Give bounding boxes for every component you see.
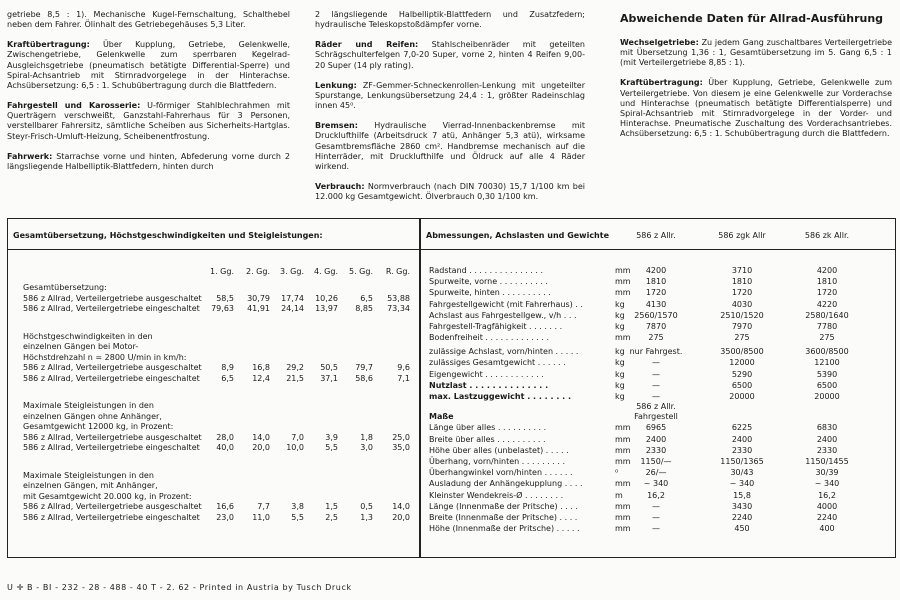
row-value: 1,5 [325, 502, 338, 511]
row-value: 275 [819, 333, 835, 343]
group-heading-text: einzelnen Gängen, mit Anhänger, [23, 481, 158, 490]
row-unit: mm [615, 479, 631, 489]
row-value: 7970 [731, 322, 753, 331]
group-heading [23, 481, 413, 491]
gear-column-header: 4. Gg. [314, 267, 338, 276]
row-value: 4000 [816, 501, 838, 511]
row-value: 26/— [645, 468, 667, 478]
text-column-1 [7, 10, 290, 182]
row-value: 6,5 [221, 373, 234, 383]
row-label: Überhangwinkel vorn/hinten . . . . . . [429, 468, 573, 478]
row-value: 3430 [731, 501, 753, 511]
row-value: 12,4 [252, 373, 270, 383]
row-value: 30/43 [730, 468, 754, 478]
spec-tables [7, 218, 896, 558]
table-row [429, 322, 894, 332]
row-label: Überhang, vorn/hinten . . . . . . . . . [429, 457, 566, 466]
row-label: Breite (Innenmaße der Pritsche) . . . . [429, 513, 578, 522]
group-heading-text: Höchstdrehzahl n = 2800 U/min in km/h: [23, 352, 187, 362]
row-unit: mm [615, 501, 631, 511]
row-value: 6,5 [360, 293, 373, 303]
table-row [429, 300, 894, 310]
dim-column-header: 586 zk Allr. [804, 231, 850, 240]
row-value: — [652, 358, 660, 368]
row-value: 73,34 [387, 304, 410, 313]
gear-column-header: 1. Gg. [210, 267, 234, 276]
row-unit: mm [615, 434, 631, 444]
row-value: 2580/1640 [805, 310, 849, 320]
row-value: 6500 [816, 380, 838, 390]
row-label: Bodenfreiheit . . . . . . . . . . . . . [429, 333, 549, 343]
row-value: 4200 [816, 266, 838, 275]
gear-column-header: 2. Gg. [246, 267, 270, 276]
row-value: 7,1 [397, 373, 410, 383]
group-heading-text: Maximale Steigleistungen in den [23, 401, 154, 410]
gear-column-header: R. Gg. [385, 267, 410, 276]
row-value: 2400 [645, 434, 667, 444]
table-row [429, 358, 894, 368]
dimensions-table [423, 219, 897, 557]
row-value: 7,7 [257, 502, 270, 511]
row-unit: kg [615, 380, 625, 390]
row-value: 41,91 [247, 304, 270, 313]
row-value: 4130 [645, 299, 667, 309]
paragraph: Kraftübertragung: Über Kupplung, Getriebe, Gelenkwelle zum Verteilergetriebe. Von diesem je eine Gelenkwelle zur Vorderachse und Hinterachse (pneumatisch betätigte Differentialsperre) und Spiral-Achsantrieb mit Stirnradvorgelege in der Vorder- und Hinterachse. Pneumatische Zuschaltung des Vorderachsantriebes. Achsübersetzung: 6,5 : 1. Schubübertragung durch die Blattfedern. [620, 78, 892, 139]
row-value: — [652, 392, 660, 401]
row-value: 24,14 [281, 304, 304, 313]
row-value: 16,2 [647, 490, 665, 500]
table-row [429, 457, 894, 467]
row-unit: kg [615, 347, 625, 357]
table-row [429, 423, 894, 433]
row-value: Fahrgestell [634, 412, 678, 422]
row-value: 12000 [729, 358, 755, 368]
row-value: 275 [648, 333, 664, 343]
table-row [23, 374, 413, 384]
row-value: 4200 [645, 266, 667, 275]
table-row [23, 363, 413, 373]
row-value: 6830 [816, 423, 838, 433]
row-label: Länge (Innenmaße der Pritsche) . . . . [429, 501, 578, 511]
row-value: 1810 [816, 277, 838, 287]
row-value: 20,0 [392, 512, 410, 522]
row-value: 1150/1455 [805, 457, 849, 466]
row-value: 79,63 [211, 304, 234, 313]
row-unit: kg [615, 392, 625, 401]
row-value: 8,9 [221, 363, 234, 372]
row-value: 3500/8500 [720, 347, 764, 357]
left-table-title: Gesamtübersetzung, Höchstgeschwindigkeiten und Steigleistungen: [13, 231, 323, 240]
row-unit: mm [615, 288, 631, 298]
row-value: 7870 [645, 322, 667, 331]
table-row [23, 433, 413, 443]
row-value: 20000 [729, 392, 755, 401]
dim-column-header: 586 zgk Allr [718, 231, 766, 240]
row-label: 586 z Allrad, Verteilergetriebe ausgeschaltet [23, 432, 202, 442]
row-value: 16,2 [818, 490, 836, 500]
row-value: 58,5 [216, 293, 234, 303]
paragraph: Wechselgetriebe: Zu jedem Gang zuschaltbares Verteilergetriebe mit Übersetzung 1,36 : 1, Gesamtübersetzung im 5. Gang 6,5 : 1 (mit Verteilergetriebe 8,85 : 1). [620, 37, 892, 68]
row-value: — [652, 380, 660, 390]
row-value: 4220 [816, 299, 838, 309]
group-heading-text: Höchstgeschwindigkeiten in den [23, 331, 153, 341]
row-value: — [652, 501, 660, 511]
row-value: 2240 [816, 513, 838, 522]
row-unit: ⁰ [615, 468, 619, 478]
group-heading-text: einzelnen Gängen ohne Anhänger, [23, 411, 162, 421]
row-value: 50,5 [320, 363, 338, 372]
row-value: — [652, 513, 660, 522]
row-label: zulässiges Gesamtgewicht . . . . . . [429, 358, 566, 368]
paragraph: Verbrauch: Normverbrauch (nach DIN 70030) 15,7 1/100 km bei 12.000 kg Gesamtgewicht. Ölverbrauch 0,30 1/100 km. [315, 182, 585, 202]
row-value: 3710 [731, 266, 753, 275]
row-value: 29,2 [286, 363, 304, 372]
row-unit: m [615, 490, 623, 500]
row-value: 1720 [816, 288, 838, 298]
table-divider [419, 219, 421, 557]
row-value: 2240 [731, 513, 753, 522]
table-row [429, 468, 894, 478]
row-value: 37,1 [320, 373, 338, 383]
row-value: 1720 [645, 288, 667, 298]
table-row [23, 304, 413, 314]
row-label: Radstand . . . . . . . . . . . . . . . [429, 266, 544, 275]
row-label: 586 z Allrad, Verteilergetriebe eingeschaltet [23, 373, 200, 383]
row-value: 1150/1365 [720, 457, 764, 466]
row-value: 3600/8500 [805, 347, 849, 357]
row-value: 30,79 [247, 293, 270, 303]
group-heading [23, 422, 413, 432]
row-value: 450 [734, 524, 750, 534]
table-row [429, 370, 894, 380]
row-value: — [652, 369, 660, 379]
group-heading-text: mit Gesamtgewicht 20.000 kg, in Prozent: [23, 491, 192, 501]
row-unit: mm [615, 266, 631, 275]
row-value: 2330 [731, 445, 753, 455]
row-label: 586 z Allrad, Verteilergetriebe eingeschaltet [23, 512, 200, 522]
row-unit: kg [615, 299, 625, 309]
row-value: 15,8 [733, 490, 751, 500]
row-unit: mm [615, 513, 631, 522]
row-label: Ausladung der Anhängekupplung . . . . [429, 479, 583, 489]
row-value: 5,5 [291, 512, 304, 522]
row-value: 400 [819, 524, 835, 534]
paragraph: Kraftübertragung: Über Kupplung, Getriebe, Gelenkwelle, Zwischengetriebe, Gelenkwelle zum sperrbaren Kegelrad-Ausgleichsgetriebe (pneumatisch betätigte Differential-Sperre) und Spiral-Achsantrieb mit Stirnradvorgelege in der Hinterachse. Achsübersetzung: 6,5 : 1. Schubübertragung durch die Blattfedern. [7, 40, 290, 90]
row-unit: kg [615, 358, 625, 368]
row-value: 3,0 [360, 443, 373, 452]
row-label: 586 z Allrad, Verteilergetriebe ausgeschaltet [23, 293, 202, 303]
table-row [429, 435, 894, 445]
row-value: 2330 [816, 445, 838, 455]
row-value: 5290 [731, 369, 753, 379]
row-label: zulässige Achslast, vorn/hinten . . . . . [429, 347, 579, 357]
group-heading [23, 353, 413, 363]
print-footer: U ✛ B - BI - 232 - 28 - 488 - 40 T - 2. 62 - Printed in Austria by Tusch Druck [7, 583, 352, 592]
row-label: Achslast aus Fahrgestellgew., v/h . . . [429, 310, 577, 320]
row-value: 4030 [731, 299, 753, 309]
group-heading [23, 412, 413, 422]
row-unit: kg [615, 322, 625, 331]
row-value: 21,5 [286, 373, 304, 383]
group-heading [23, 401, 413, 411]
row-value: 9,6 [397, 363, 410, 372]
mid-column-header [429, 402, 894, 412]
row-value: 16,6 [216, 502, 234, 511]
paragraph: Bremsen: Hydraulische Vierrad-Innenbackenbremse mit Drucklufthilfe (Arbeitsdruck 7 atü, Anhänger 5,3 atü), wirksame Gesamtbremsfläche 2860 cm². Handbremse mechanisch auf die Hinterräder, mit Drucklufthilfe und Öldruck auf alle 4 Räder wirkend. [315, 121, 585, 171]
row-value: 1810 [645, 277, 667, 287]
row-value: 8,85 [355, 304, 373, 313]
paragraph: 2 längsliegende Halbelliptik-Blattfedern und Zusatzfedern; hydraulische Teleskopstoßdämpfer vorne. [315, 10, 585, 30]
row-value: 25,0 [392, 432, 410, 442]
row-value: 16,8 [252, 363, 270, 372]
section-title: Abweichende Daten für Allrad-Ausführung [620, 12, 884, 25]
paragraph: Räder und Reifen: Stahlscheibenräder mit geteilten Schrägschulterfelgen 7,0-20 Super, vorne 2, hinten 4 Reifen 9,00-20 Super (14 ply rating). [315, 40, 585, 70]
table-row [429, 491, 894, 501]
table-row [429, 502, 894, 512]
row-value: 6500 [731, 380, 753, 390]
table-row [429, 412, 894, 422]
row-value: 2330 [645, 445, 667, 455]
gear-column-header: 5. Gg. [349, 267, 373, 276]
row-value: 13,97 [315, 304, 338, 313]
paragraph: Lenkung: ZF-Gemmer-Schneckenrollen-Lenkung mit ungeteilter Spurstange, Lenkungsübersetzung 24,4 : 1, größter Radeinschlag innen 45⁰. [315, 80, 585, 111]
gear-ratio-table [8, 219, 419, 557]
table-row [23, 502, 413, 512]
row-label: Höhe über alles (unbelastet) . . . . . [429, 445, 569, 455]
row-value: 2,5 [325, 512, 338, 522]
row-label: Länge über alles . . . . . . . . . . [429, 423, 547, 433]
table-row [429, 266, 894, 276]
row-value: 14,0 [252, 432, 270, 442]
row-unit: mm [615, 457, 631, 466]
row-value: 1720 [731, 288, 753, 298]
row-value: 5390 [816, 369, 838, 379]
row-label: Fahrgestellgewicht (mit Fahrerhaus) . . [429, 299, 583, 309]
row-value: 12100 [814, 358, 840, 368]
group-heading [23, 332, 413, 342]
table-row [429, 333, 894, 343]
row-value: 1,8 [360, 432, 373, 442]
row-value: 17,74 [281, 293, 304, 303]
row-label: Kleinster Wendekreis-Ø . . . . . . . . [429, 490, 564, 500]
row-value: 0,5 [360, 502, 373, 511]
row-value: 1,3 [360, 512, 373, 522]
row-value: 35,0 [392, 443, 410, 452]
group-heading [23, 471, 413, 481]
row-unit: mm [615, 423, 631, 433]
group-heading-text: Maximale Steigleistungen in den [23, 470, 154, 480]
row-value: 2510/1520 [720, 310, 764, 320]
row-value: 23,0 [216, 512, 234, 522]
row-value: ~ 340 [643, 479, 669, 489]
row-value: 7,0 [291, 432, 304, 442]
row-label: max. Lastzuggewicht . . . . . . . . [429, 392, 572, 401]
row-label: 586 z Allrad, Verteilergetriebe ausgeschaltet [23, 502, 202, 511]
table-row [429, 381, 894, 391]
row-value: 6965 [645, 423, 667, 433]
row-unit: mm [615, 277, 631, 287]
row-value: 3,8 [291, 502, 304, 511]
row-value: 28,0 [216, 432, 234, 442]
paragraph: Fahrwerk: Starrachse vorne und hinten, Abfederung vorne durch 2 längsliegende Halbelliptik-Blattfedern, hinten durch [7, 151, 290, 171]
group-heading [23, 342, 413, 352]
row-value: 53,88 [387, 293, 410, 303]
row-label: Maße [429, 412, 454, 422]
row-label: 586 z Allrad, Verteilergetriebe eingeschaltet [23, 443, 200, 452]
row-label: Höhe (Innenmaße der Pritsche) . . . . . [429, 524, 580, 534]
row-unit: kg [615, 369, 625, 379]
table-row [429, 524, 894, 534]
row-value: 1150/— [640, 457, 672, 466]
row-value: 2400 [731, 434, 753, 444]
row-value: ~ 340 [729, 479, 755, 489]
table-row [23, 513, 413, 523]
row-value: 3,9 [325, 432, 338, 442]
row-label: Breite über alles . . . . . . . . . . [429, 434, 546, 444]
row-value: 40,0 [216, 443, 234, 452]
table-row [429, 288, 894, 298]
table-row [429, 311, 894, 321]
row-label: Eigengewicht . . . . . . . . . . . . [429, 369, 544, 379]
dim-column-header: 586 z Allr. [636, 231, 676, 240]
table-row [429, 446, 894, 456]
row-unit: mm [615, 333, 631, 343]
right-table-title: Abmessungen, Achslasten und Gewichte [426, 231, 610, 240]
table-row [429, 479, 894, 489]
row-value: ~ 340 [814, 479, 840, 489]
row-label: Nutzlast . . . . . . . . . . . . . . [429, 380, 549, 390]
row-value: 58,6 [355, 373, 373, 383]
row-label: 586 z Allrad, Verteilergetriebe eingeschaltet [23, 304, 200, 313]
group-heading-text: einzelnen Gängen bei Motor- [23, 342, 139, 351]
row-value: 2400 [816, 434, 838, 444]
mid-header-text: 586 z Allr. [636, 402, 676, 412]
row-unit: mm [615, 524, 631, 534]
paragraph: getriebe 8,5 : 1). Mechanische Kugel-Fernschaltung, Schalthebel neben dem Fahrer. Ölinhalt des Getriebegehäuses 5,3 Liter. [7, 10, 290, 30]
paragraph: Fahrgestell und Karosserie: U-förmiger Stahlblechrahmen mit Querträgern verschweißt, Ganzstahl-Fahrerhaus für 3 Personen, verstellbarer Fahrersitz, sämtliche Scheiben aus Sicherheits-Hartglas. Steyr-Frisch-Umluft-Heizung, Scheibenentfrostung. [7, 101, 290, 141]
row-value: 7780 [816, 322, 838, 331]
row-value: 6225 [731, 423, 753, 433]
group-heading-text: Gesamtübersetzung: [23, 283, 107, 292]
row-value: 11,0 [252, 512, 270, 522]
row-label: 586 z Allrad, Verteilergetriebe ausgeschaltet [23, 363, 202, 372]
row-value: 10,26 [315, 293, 338, 303]
row-value: 2560/1570 [634, 310, 678, 320]
group-heading-text: Gesamtgewicht 12000 kg, in Prozent: [23, 422, 174, 431]
row-value: 30/39 [815, 468, 839, 478]
row-label: Fahrgestell-Tragfähigkeit . . . . . . . [429, 322, 563, 331]
table-row [429, 513, 894, 523]
row-value: 1810 [731, 277, 753, 287]
gear-column-header: 3. Gg. [280, 267, 304, 276]
row-value: 20000 [814, 392, 840, 401]
row-label: Spurweite, vorne . . . . . . . . . . [429, 277, 548, 287]
group-heading [23, 283, 413, 293]
row-value: 14,0 [392, 502, 410, 511]
row-value: 5,5 [325, 443, 338, 452]
row-value: nur Fahrgest. [629, 347, 683, 357]
group-heading [23, 492, 413, 502]
row-value: — [652, 524, 660, 534]
text-column-2 [315, 10, 585, 212]
row-value: 79,7 [355, 363, 373, 372]
row-unit: kg [615, 310, 625, 320]
text-column-3 [620, 10, 892, 149]
table-row [429, 392, 894, 402]
table-row [429, 347, 894, 357]
table-row [23, 294, 413, 304]
table-row [429, 277, 894, 287]
row-value: 10,0 [286, 443, 304, 452]
row-value: 20,0 [252, 443, 270, 452]
table-row [23, 443, 413, 453]
row-unit: mm [615, 445, 631, 455]
row-value: 275 [734, 333, 750, 343]
row-label: Spurweite, hinten . . . . . . . . . . [429, 288, 551, 298]
